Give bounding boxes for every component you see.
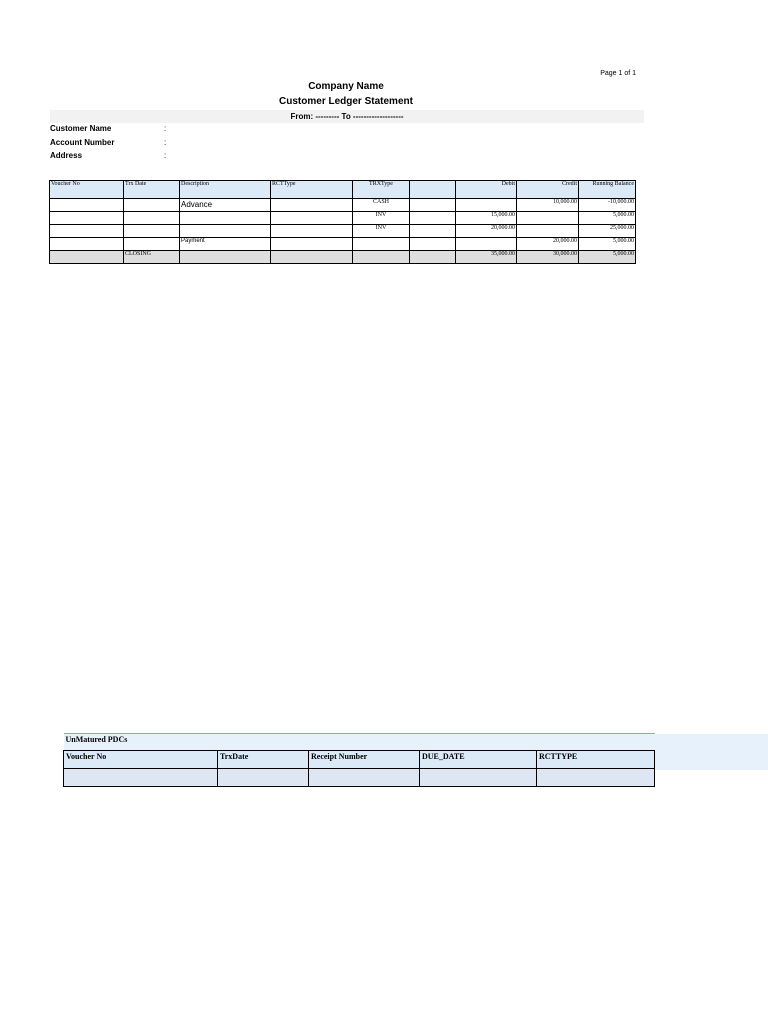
statement-title: Customer Ledger Statement (279, 96, 413, 107)
company-name: Company Name (308, 81, 384, 92)
page-number: Page 1 of 1 (600, 70, 636, 77)
cell-blank (410, 251, 456, 264)
header-credit: Credit (517, 181, 579, 199)
pdc-highlight-strip (654, 734, 768, 770)
pdc-title-row (64, 734, 655, 751)
pdc-header-row (64, 751, 655, 769)
cell-rcttype (271, 251, 353, 264)
header-blank (410, 181, 456, 199)
cell-blank (410, 199, 456, 212)
pdc-title: UnMatured PDCs (64, 734, 655, 751)
cell-date (124, 238, 180, 251)
cell-description (180, 212, 271, 225)
cell-date (124, 199, 180, 212)
cell-blank (410, 225, 456, 238)
date-range-bar: From: --------- To ------------------- (50, 110, 644, 123)
cell-voucher (50, 199, 124, 212)
table-row (50, 225, 636, 238)
pdc-header-trxdate: TrxDate (218, 751, 309, 769)
cell-balance: -10,000.00 (579, 199, 636, 212)
header-trx-date: Trx Date (124, 181, 180, 199)
closing-balance: 5,000.00 (579, 251, 636, 264)
cell-date (124, 212, 180, 225)
cell-trxtype: CASH (353, 199, 410, 212)
account-number-label: Account Number (50, 138, 115, 147)
header-voucher-no: Voucher No (50, 181, 124, 199)
cell-rcttype (271, 212, 353, 225)
cell-voucher (50, 238, 124, 251)
cell-date (124, 225, 180, 238)
ledger-table (49, 180, 636, 264)
cell-debit: 20,000.00 (456, 225, 517, 238)
cell-voucher (50, 225, 124, 238)
cell-rcttype (271, 199, 353, 212)
table-row (50, 212, 636, 225)
pdc-cell (309, 769, 420, 787)
header-trxtype: TRXType (353, 181, 410, 199)
pdc-cell (420, 769, 537, 787)
address-colon: : (164, 151, 167, 160)
pdc-table (63, 733, 655, 787)
header-running-balance: Running Balance (579, 181, 636, 199)
header-debit: Debit (456, 181, 517, 199)
cell-description: Advance (180, 199, 271, 212)
pdc-header-due-date: DUE_DATE (420, 751, 537, 769)
cell-rcttype (271, 238, 353, 251)
cell-description (180, 251, 271, 264)
closing-total-row (50, 251, 636, 264)
account-number-colon: : (164, 138, 167, 147)
cell-trxtype: INV (353, 225, 410, 238)
pdc-cell (64, 769, 218, 787)
cell-trxtype (353, 238, 410, 251)
cell-credit: 10,000.00 (517, 199, 579, 212)
pdc-cell (218, 769, 309, 787)
closing-credit: 30,000.00 (517, 251, 579, 264)
header-rcttype: RCTType (271, 181, 353, 199)
cell-balance: 25,000.00 (579, 225, 636, 238)
pdc-cell (537, 769, 655, 787)
pdc-header-rcttype: RCTTYPE (537, 751, 655, 769)
header-description: Description (180, 181, 271, 199)
table-row (50, 199, 636, 212)
pdc-header-receipt-number: Receipt Number (309, 751, 420, 769)
cell-credit (517, 225, 579, 238)
cell-credit: 20,000.00 (517, 238, 579, 251)
cell-trxtype: INV (353, 212, 410, 225)
pdc-header-voucher-no: Voucher No (64, 751, 218, 769)
closing-debit: 35,000.00 (456, 251, 517, 264)
cell-blank (410, 238, 456, 251)
cell-credit (517, 212, 579, 225)
cell-balance: 5,000.00 (579, 238, 636, 251)
customer-name-label: Customer Name (50, 124, 112, 133)
cell-blank (410, 212, 456, 225)
cell-voucher (50, 251, 124, 264)
customer-name-colon: : (164, 124, 167, 133)
cell-debit (456, 238, 517, 251)
cell-description (180, 225, 271, 238)
table-row (50, 238, 636, 251)
closing-label: CLOSING (124, 251, 180, 264)
ledger-header-row (50, 181, 636, 199)
address-label: Address (50, 151, 83, 160)
cell-debit: 15,000.00 (456, 212, 517, 225)
cell-balance: 5,000.00 (579, 212, 636, 225)
cell-voucher (50, 212, 124, 225)
cell-description: Payment (180, 238, 271, 251)
cell-rcttype (271, 225, 353, 238)
cell-trxtype (353, 251, 410, 264)
cell-debit (456, 199, 517, 212)
table-row (64, 769, 655, 787)
